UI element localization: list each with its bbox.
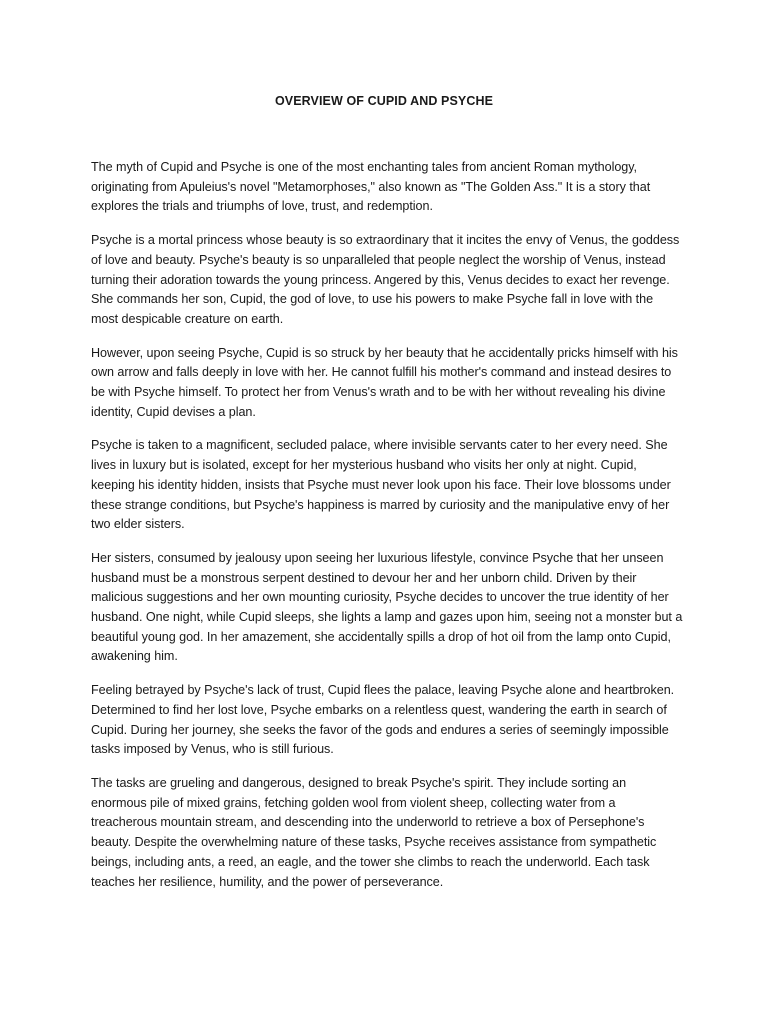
paragraph-4: Psyche is taken to a magnificent, secluded palace, where invisible servants cater to her every need. She lives in luxury but is isolated, except for her mysterious husband who visits her only at night. Cupid, keeping his identity hidden, insists that Psyche must never look upon his face. Their love blossoms under these strange conditions, but Psyche's happiness is marred by curiosity and the manipulative envy of her two elder sisters.: [91, 438, 671, 532]
paragraph-3: However, upon seeing Psyche, Cupid is so struck by her beauty that he accidentally pricks himself with his own arrow and falls deeply in love with her. He cannot fulfill his mother's command and instead desires to be with Psyche himself. To protect her from Venus's wrath and to be with her without revealing his divine identity, Cupid devises a plan.: [91, 345, 678, 419]
document-body: [91, 158, 683, 906]
page-title: OVERVIEW OF CUPID AND PSYCHE: [274, 94, 494, 108]
paragraph-6: Feeling betrayed by Psyche's lack of trust, Cupid flees the palace, leaving Psyche alone and heartbroken. Determined to find her lost love, Psyche embarks on a relentless quest, wandering the earth in search of Cupid. During her journey, she seeks the favor of the gods and endures a series of seemingly impossible tasks imposed by Venus, who is still furious.: [91, 683, 675, 757]
paragraph-2: Psyche is a mortal princess whose beauty is so extraordinary that it incites the envy of Venus, the goddess of love and beauty. Psyche's beauty is so unparalleled that people neglect the worship of Venus, instead turning their adoration towards the young princess. Angered by this, Venus decides to exact her revenge. She commands her son, Cupid, the god of love, to use his powers to make Psyche fall in love with the most despicable creature on earth.: [91, 233, 680, 326]
paragraph-7: The tasks are grueling and dangerous, designed to break Psyche's spirit. They include sorting an enormous pile of mixed grains, fetching golden wool from violent sheep, collecting water from a treacherous mountain stream, and descending into the underworld to retrieve a box of Persephone's beauty. Despite the overwhelming nature of these tasks, Psyche receives assistance from sympathetic beings, including ants, a reed, an eagle, and the tower she climbs to reach the underworld. Each task teaches her resilience, humility, and the power of perseverance.: [91, 775, 657, 889]
paragraph-1: The myth of Cupid and Psyche is one of the most enchanting tales from ancient Roman mythology, originating from Apuleius's novel "Metamorphoses," also known as "The Golden Ass." It is a story that explores the trials and triumphs of love, trust, and redemption.: [91, 160, 651, 214]
paragraph-5: Her sisters, consumed by jealousy upon seeing her luxurious lifestyle, convince Psyche that her unseen husband must be a monstrous serpent destined to devour her and her unborn child. Driven by their malicious suggestions and her own mounting curiosity, Psyche decides to uncover the true identity of her husband. One night, while Cupid sleeps, she lights a lamp and gazes upon him, seeing not a monster but a beautiful young god. In her amazement, she accidentally spills a drop of hot oil from the lamp onto Cupid, awakening him.: [91, 550, 683, 664]
